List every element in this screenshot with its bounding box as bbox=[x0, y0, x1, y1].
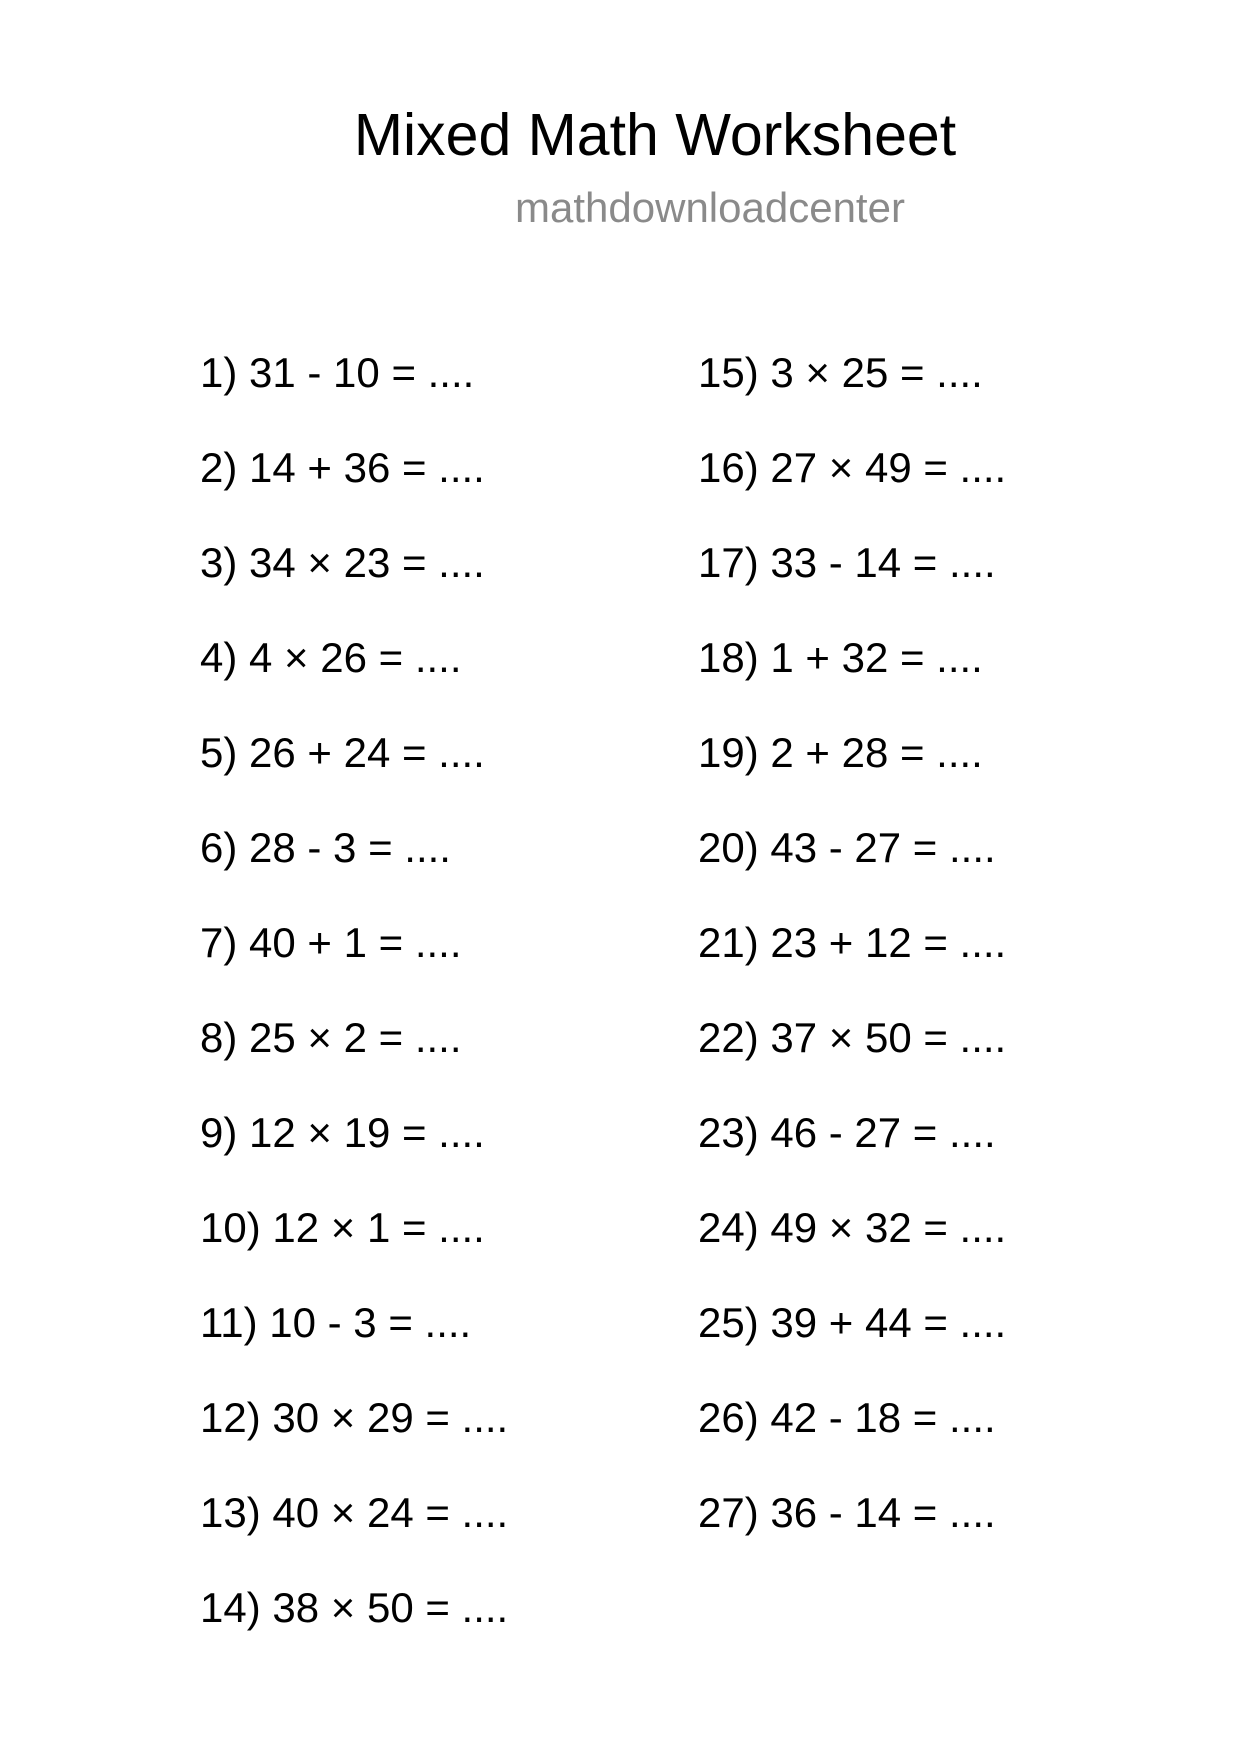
problem-column-left bbox=[200, 343, 508, 1673]
problem-column-right bbox=[698, 343, 1006, 1578]
problem-item: 22) 37 × 50 = .... bbox=[698, 1014, 1007, 1061]
problem-item: 9) 12 × 19 = .... bbox=[200, 1109, 485, 1156]
problem-item: 27) 36 - 14 = .... bbox=[698, 1489, 996, 1536]
worksheet-title: Mixed Math Worksheet bbox=[353, 102, 957, 168]
problem-item: 13) 40 × 24 = .... bbox=[200, 1489, 509, 1536]
problem-item: 17) 33 - 14 = .... bbox=[698, 539, 996, 586]
problem-item: 8) 25 × 2 = .... bbox=[200, 1014, 462, 1061]
problem-item: 7) 40 + 1 = .... bbox=[200, 919, 462, 966]
problem-item: 5) 26 + 24 = .... bbox=[200, 729, 485, 776]
problem-item: 1) 31 - 10 = .... bbox=[200, 349, 475, 396]
problem-item: 15) 3 × 25 = .... bbox=[698, 349, 983, 396]
problem-item: 18) 1 + 32 = .... bbox=[698, 634, 983, 681]
problem-item: 4) 4 × 26 = .... bbox=[200, 634, 462, 681]
problem-item: 20) 43 - 27 = .... bbox=[698, 824, 996, 871]
problem-item: 6) 28 - 3 = .... bbox=[200, 824, 451, 871]
problem-item: 10) 12 × 1 = .... bbox=[200, 1204, 485, 1251]
problem-item: 14) 38 × 50 = .... bbox=[200, 1584, 509, 1631]
problem-item: 3) 34 × 23 = .... bbox=[200, 539, 485, 586]
problem-item: 25) 39 + 44 = .... bbox=[698, 1299, 1007, 1346]
problem-item: 2) 14 + 36 = .... bbox=[200, 444, 485, 491]
problem-item: 19) 2 + 28 = .... bbox=[698, 729, 983, 776]
problem-item: 16) 27 × 49 = .... bbox=[698, 444, 1007, 491]
worksheet-subtitle: mathdownloadcenter bbox=[515, 184, 905, 231]
problem-item: 11) 10 - 3 = .... bbox=[200, 1299, 472, 1346]
problem-item: 24) 49 × 32 = .... bbox=[698, 1204, 1007, 1251]
problem-item: 12) 30 × 29 = .... bbox=[200, 1394, 509, 1441]
problem-item: 21) 23 + 12 = .... bbox=[698, 919, 1007, 966]
problem-item: 26) 42 - 18 = .... bbox=[698, 1394, 996, 1441]
problem-item: 23) 46 - 27 = .... bbox=[698, 1109, 996, 1156]
